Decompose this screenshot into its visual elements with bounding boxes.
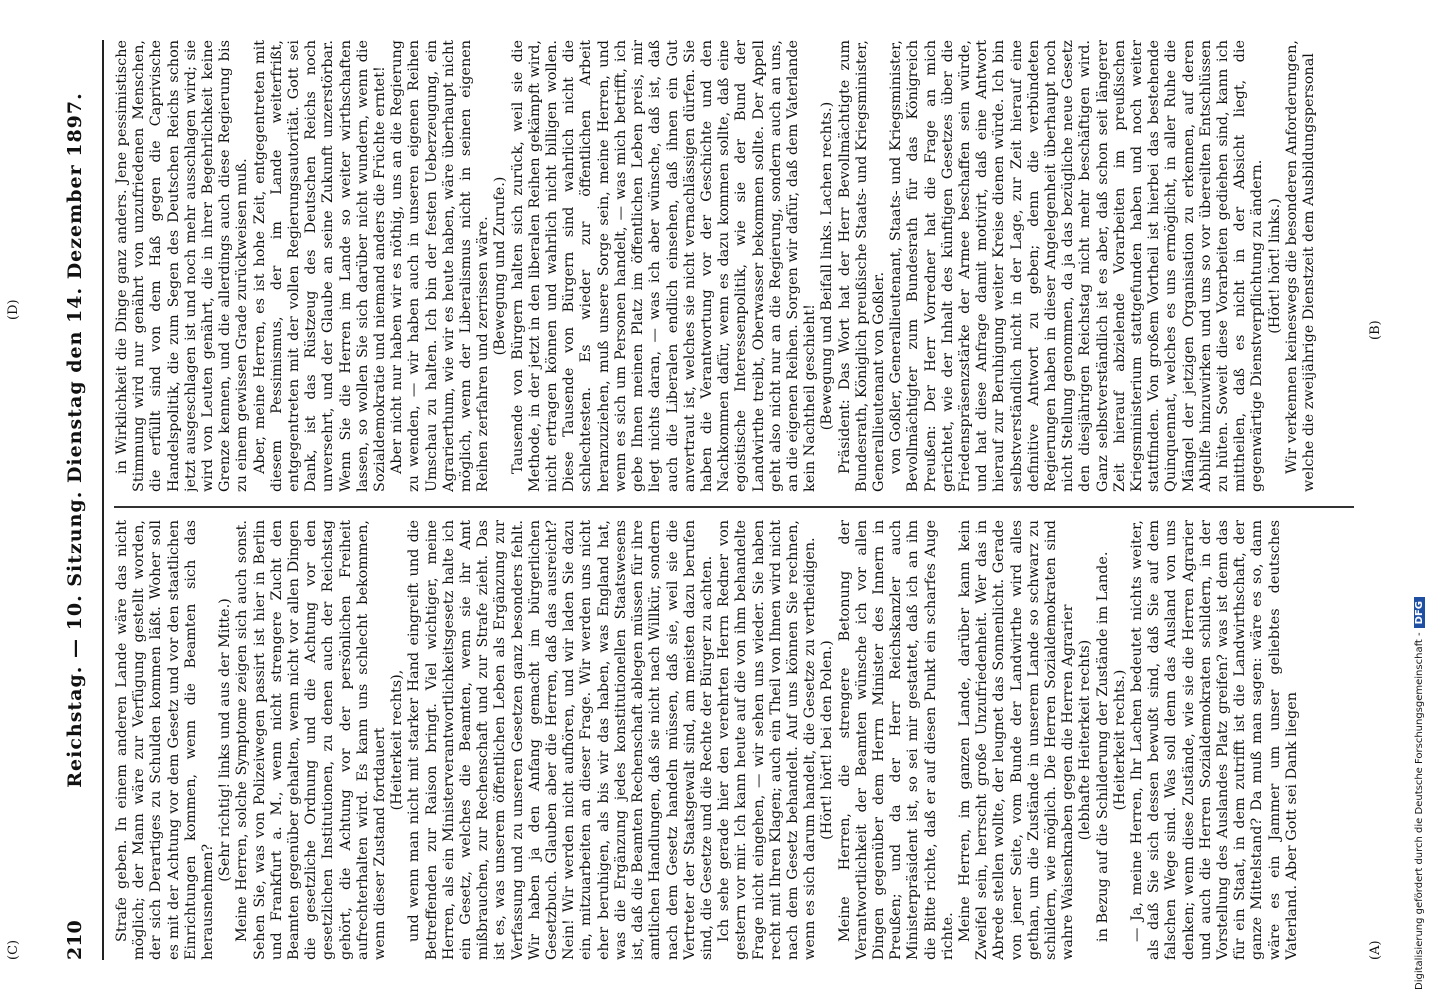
paragraph: Aber nicht nur haben wir es nöthig, uns an die Regierung zu wenden, — wir haben auch in unseren eigenen Reihen Umschau zu halten. Ich bin der festen Ueberzeugung, ein Agrarierthum, wie wir es heute haben, wäre überhaupt nicht möglich, wenn der Liberalismus nicht in seinen eigenen Reihen zerfahren und zerrissen wäre. [389,40,492,492]
paragraph: (lebhafte Heiterkeit rechts) [1077,639,1094,841]
column-rule [114,506,1354,508]
paragraph: (Hört! hört! links.) [1266,198,1283,334]
paragraph: Strafe geben. In einem anderen Lande wäre das nicht möglich; der Mann wäre zur Verfügung gestellt worden, der sich Derartiges zu Schulden kommen läßt. Woher soll es mit der Achtung vor dem Gesetz und vor den staatlichen Einrichtungen kommen, wenn die Beamten sich das herausnehmen? [114,520,217,960]
paragraph: (Hört! hört! bei den Polen.) [819,640,836,840]
paragraph: Aber, meine Herren, es ist hohe Zeit, entgegentreten mit diesem Pessimismus, der im Lande weiterfrißt, entgegentreten mit der vollen Regierungsautorität. Gott sei Dank, ist das Rüstzeug des Deutschen Reichs noch unversehrt, und der Glaube an seine Zukunft unzerstörbar. Wenn Sie die Herren im Lande so weiter wirthschaften lassen, so wollen Sie sich darüber nicht wundern, wenn die Sozialdemokratie und niemand anders die Früchte erntet! [251,40,389,492]
margin-marker-a: (A) [1368,940,1383,960]
paragraph: (Sehr richtig! links und aus der Mitte.) [217,598,234,882]
footer-text: Digitalisierung gefördert durch die Deutsche Forschungsgemeinschaft - [1414,632,1425,990]
paragraph: (Heiterkeit rechts.) [1111,669,1128,811]
digitization-footer [1412,10,1430,990]
page-number: 210 [64,920,86,960]
margin-marker-b: (B) [1368,320,1383,340]
dfg-badge: DFG [1414,597,1425,628]
margin-marker-c: (C) [6,939,21,960]
paragraph: Wir verkennen keineswegs die besonderen Anforderungen, welche die zweijährige Dienstzeit dem Ausbildungspersonal [1283,40,1318,492]
paragraph: und wenn man nicht mit starker Hand eingreift und die Betreffenden zur Raison bringt. Viel wichtiger, meine Herren, als ein Ministerverantwortlichkeitsgesetz halte ich ein Gesetz, welches die Beamten, wenn sie ihr Amt mißbrauchen, zur Rechenschaft und zur Strafe zieht. Das ist es, was unserem öffentlichen Leben als Ergänzung zur Verfassung und zu unseren Gesetzen ganz besonders fehlt. Wir haben ja den Anfang gemacht im bürgerlichen Gesetzbuch. Glauben aber die Herren, daß das ausreicht? Nein! Wir werden nicht aufhören, und wir laden Sie dazu ein, mitzuarbeiten an dieser Frage. Wir werden uns nicht eher beruhigen, als bis wir das haben, was England hat, was die Ergänzung jedes konstitutionellen Staatswesens ist, daß die Beamten Rechenschaft ablegen müssen für ihre amtlichen Handlungen, daß sie nicht nach Willkür, sondern nach dem Gesetz handeln müssen, daß sie, weil sie die Vertreter der Staatsgewalt sind, am meisten dazu berufen sind, die Gesetze und die Rechte der Bürger zu achten. [406,520,715,960]
paragraph: (Bewegung und Beifall links. Lachen rechts.) [819,101,836,431]
paragraph: Meine Herren, solche Symptome zeigen sich auch sonst. Sehen Sie, was von Polizeiwegen passirt ist hier in Berlin und Frankfurt a. M., wenn nicht strengere Zucht den Beamten gegenüber gehalten, wenn nicht vor allen Dingen die gesetzliche Ordnung und die Achtung vor den gesetzlichen Institutionen, zu denen auch der Reichstag gehört, die Achtung vor der persönlichen Freiheit aufrechterhalten wird. Es kann uns schlecht bekommen, wenn dieser Zustand fortdauert [234,520,389,960]
paragraph: (Heiterkeit rechts), [389,669,406,811]
footer-text-wrap [1414,597,1425,990]
page-header [58,40,104,960]
paragraph: — Ja, meine Herren, Ihr Lachen bedeutet nichts weiter, als daß Sie sich dessen bewußt sind, daß Sie auf dem falschen Wege sind. Was soll denn das Ausland von uns denken; wenn diese Zustände, wie sie die Herren Agrarier und auch die Herren Sozialdemokraten schildern, in der Vorstellung des Auslandes Platz greifen? was ist denn das für ein Staat, in dem zutrifft ist die Landwirthschaft, der ganze Mittelstand? Da muß man sagen: wäre es so, dann wäre es ein Jammer um unser geliebtes deutsches Vaterland. Aber Gott sei Dank liegen [1128,520,1300,960]
paragraph: Ich sehe gerade hier den verehrten Herrn Redner von gestern vor mir. Ich kann heute auf die von ihm behandelte Frage nicht eingehen, — wir sehen uns wieder. Sie haben recht mit Ihren Klagen; auch ein Theil von Ihnen wird nicht nach dem Gesetz behandelt. Auf uns können Sie rechnen, wenn es sich darum handelt, die Gesetze zu vertheidigen. [716,520,819,960]
paragraph: Präsident: Das Wort hat der Herr Bevollmächtigte zum Bundesrath, Königlich preußische Staats- und Kriegsminister, Generallieutenant von Goßler. [836,40,887,492]
right-column [114,40,1364,492]
rotated-page-content [6,40,1398,960]
paragraph: in Bezug auf die Schilderung der Zustände im Lande. [1094,551,1111,942]
paragraph: Meine Herren, im ganzen Lande, darüber kann kein Zweifel sein, herrscht große Unzufriedenheit. Wer das in Abrede stellen wollte, der leugnet das Sonnenlicht. Gerade von jener Seite, vom Bunde der Landwirthe wird alles gethan, um die Zustände in unserem Lande so schwarz zu schildern, wie möglich. Die Herren Sozialdemokraten sind wahre Waisenknaben gegen die Herren Agrarier [956,520,1077,960]
paragraph: von Goßler, Generallieutenant, Staats- und Kriegsminister, Bevollmächtigter zum Bundesrath für das Königreich Preußen: Der Herr Vorredner hat die Frage an mich gerichtet, wie der Inhalt des künftigen Gesetzes über die Friedenspräsenzstärke der Armee beschaffen sein würde, und hat diese Anfrage damit motivirt, daß eine Antwort hierauf zur Beruhigung weiter Kreise dienen würde. Ich bin selbstverständlich nicht in der Lage, zur Zeit hierauf eine definitive Antwort zu geben; denn die verbündeten Regierungen haben in dieser Angelegenheit überhaupt noch nicht Stellung genommen, da ja das bezügliche neue Gesetz den diesjährigen Reichstag nicht mehr beschäftigen wird. Ganz selbstverständlich ist es aber, daß schon seit längerer Zeit hierauf abzielende Vorarbeiten im preußischen Kriegsministerium stattgefunden haben und noch weiter stattfinden. Von großem Vortheil ist hierbei das bestehende Quinquennat, welches es uns ermöglicht, in aller Ruhe die Mängel der jetzigen Organisation zu erkennen, auf deren Abhilfe hinzuwirken und uns so vor übereilten Entschlüssen zu hüten. Soweit diese Vorarbeiten gediehen sind, kann ich mittheilen, daß es nicht in der Absicht liegt, die gegenwärtige Dienstverpflichtung zu ändern. [888,40,1266,492]
paragraph: Tausende von Bürgern halten sich zurück, weil sie die Methode, in der jetzt in den liberalen Reihen gekämpft wird, nicht ertragen können und wahrlich nicht billigen wollen. Diese Tausende von Bürgern sind wahrlich nicht die schlechtesten. Es wieder zur öffentlichen Arbeit heranzuziehen, muß unsere Sorge sein, meine Herren, und wenn es sich um Personen handelt, — was mich betrifft, ich gebe Ihnen meinen Platz im öffentlichen Leben preis, mir liegt nichts daran, — was ich aber wünsche, daß ist, daß auch die Liberalen endlich einsehen, daß ihnen ein Gut anvertraut ist, welches sie nicht vernachlässigen dürfen. Sie haben die Verantwortung vor der Geschichte und den Nachkommen dafür, wenn es dazu kommen sollte, daß eine egoistische Interessenpolitik, wie sie der Bund der Landwirthe treibt, Oberwasser bekommen sollte. Der Appell geht also nicht nur an die Regierung, sondern auch an uns, an die eigenen Reihen. Sorgen wir dafür, daß dem Vaterlande kein Nachtheil geschieht! [509,40,819,492]
paragraph: Meine Herren, die strengere Betonung der Verantwortlichkeit der Beamten wünsche ich vor allen Dingen gegenüber dem Herrn Minister des Innern in Preußen; und da der Herr Reichskanzler auch Ministerpräsident ist, so sei mir gestattet, daß ich an ihn die Bitte richte, daß er auf diesen Punkt ein scharfes Auge richte. [836,520,956,960]
paragraph: (Bewegung und Zurufe.) [492,176,509,356]
text-columns [114,40,1364,960]
page-title: Reichstag. — 10. Sitzung. Dienstag den 14. Dezember 1897. [64,92,86,788]
paragraph: in Wirklichkeit die Dinge ganz anders. Jene pessimistische Stimmung wird nur genährt von unzufriedenen Menschen, die erfüllt sind von dem Haß gegen die Caprivische Handelspolitik, die zum Segen des Deutschen Reichs schon jetzt ausgeschlagen ist und noch mehr ausschlagen wird; sie wird von Leuten genährt, die in ihrer Begehrlichkeit keine Grenze kennen, und die allerdings auch diese Regierung bis zu einem gewissen Grade zurückweisen muß. [114,40,251,492]
margin-marker-d: (D) [6,299,21,320]
left-column [114,520,1364,960]
